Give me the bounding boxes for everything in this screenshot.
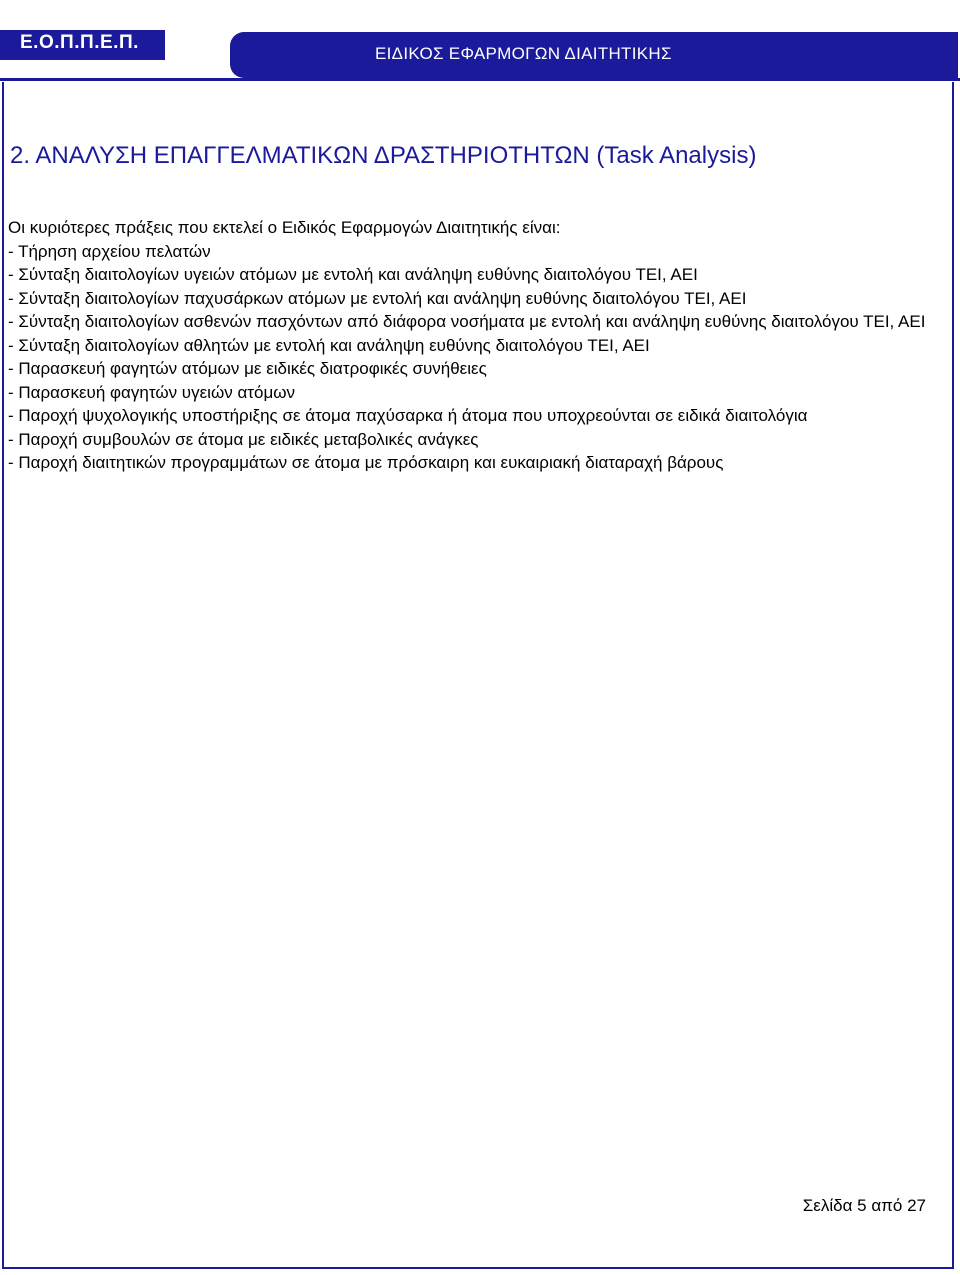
section-title: 2. ΑΝΑΛΥΣΗ ΕΠΑΓΓΕΛΜΑΤΙΚΩΝ ΔΡΑΣΤΗΡΙΟΤΗΤΩΝ (Task Analysis) (10, 142, 757, 169)
page-border (2, 2, 954, 1269)
task-item: - Παροχή ψυχολογικής υποστήριξης σε άτομα παχύσαρκα ή άτομα που υποχρεούνται σε ειδικά διαιτολόγια (8, 406, 808, 425)
page-header (0, 0, 960, 82)
task-item: - Σύνταξη διαιτολογίων ασθενών πασχόντων από διάφορα νοσήματα με εντολή και ανάληψη ευθύνης διαιτολόγου ΤΕΙ, ΑΕΙ (8, 312, 926, 331)
task-item: - Παρασκευή φαγητών ατόμων με ειδικές διατροφικές συνήθειες (8, 359, 487, 378)
specialty-title: ΕΙΔΙΚΟΣ ΕΦΑΡΜΟΓΩΝ ΔΙΑΙΤΗΤΙΚΗΣ (375, 44, 672, 63)
intro-text: Οι κυριότερες πράξεις που εκτελεί ο Ειδικός Εφαρμογών Διαιτητικής είναι: (8, 218, 561, 237)
task-item: - Σύνταξη διαιτολογίων παχυσάρκων ατόμων με εντολή και ανάληψη ευθύνης διαιτολόγου ΤΕΙ, ΑΕΙ (8, 288, 747, 308)
task-item: - Σύνταξη διαιτολογίων αθλητών με εντολή και ανάληψη ευθύνης διαιτολόγου ΤΕΙ, ΑΕΙ (8, 335, 650, 355)
task-item: - Παρασκευή φαγητών υγειών ατόμων (8, 382, 296, 402)
task-item: - Σύνταξη διαιτολογίων υγειών ατόμων με εντολή και ανάληψη ευθύνης διαιτολόγου ΤΕΙ, ΑΕΙ (8, 265, 698, 284)
task-item: - Παροχή διαιτητικών προγραμμάτων σε άτομα με πρόσκαιρη και ευκαιριακή διαταραχή βάρους (8, 453, 724, 472)
page-number: Σελίδα 5 από 27 (802, 1196, 926, 1215)
task-item: - Τήρηση αρχείου πελατών (8, 241, 211, 261)
task-item: - Παροχή συμβουλών σε άτομα με ειδικές μεταβολικές ανάγκες (8, 429, 479, 449)
organization-name: Ε.Ο.Π.Π.Ε.Π. (20, 32, 139, 53)
header-rule (0, 78, 960, 81)
document-body (8, 216, 938, 475)
